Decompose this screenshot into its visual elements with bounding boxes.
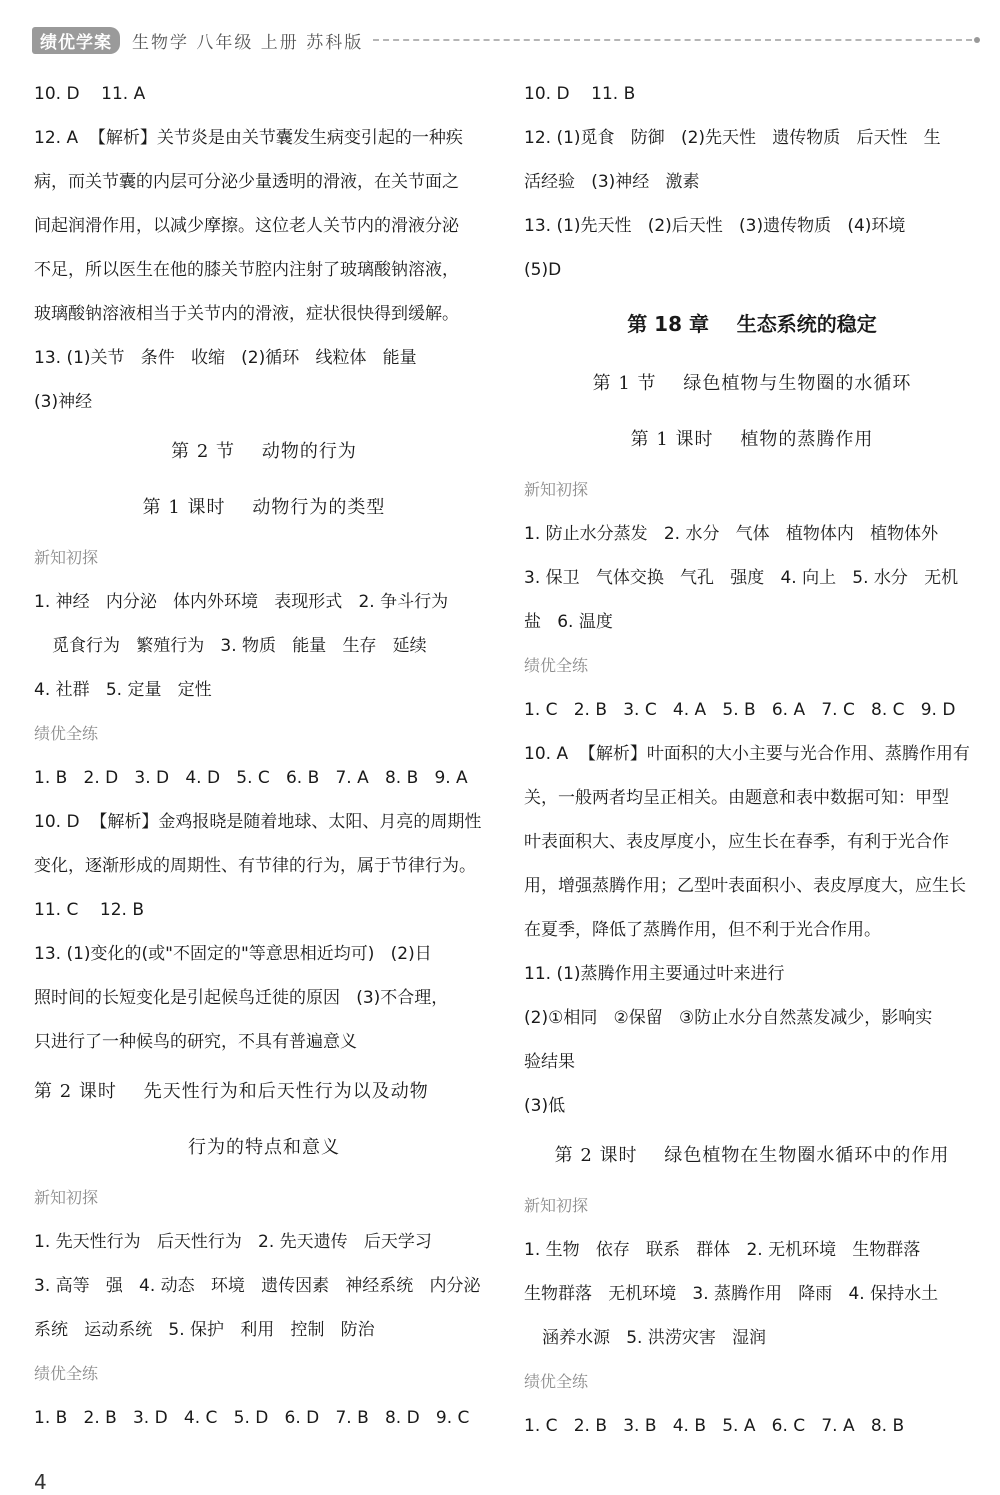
page-header [32, 26, 980, 54]
answer-line: 照时间的长短变化是引起候鸟迁徙的原因 (3)不合理， [34, 988, 449, 1008]
answer-line: 1. B 2. B 3. D 4. C 5. D 6. D 7. B 8. D 9. C [34, 1408, 470, 1428]
answer-line: 玻璃酸钠溶液相当于关节内的滑液，症状很快得到缓解。 [34, 304, 459, 324]
answer-line: 3. 高等 强 4. 动态 环境 遗传因素 神经系统 内分泌 [34, 1276, 481, 1296]
left-column [34, 72, 494, 1440]
subsection-label: 绩优全练 [524, 656, 589, 675]
subsection-label: 绩优全练 [34, 724, 99, 743]
answer-line: 生物群落 无机环境 3. 蒸腾作用 降雨 4. 保持水土 [524, 1284, 939, 1304]
subsection-label: 绩优全练 [524, 1372, 589, 1391]
answer-line: 4. 社群 5. 定量 定性 [34, 680, 212, 700]
answer-line: 10. A 【解析】叶面积的大小主要与光合作用、蒸腾作用有 [524, 744, 970, 764]
answer-line: 间起润滑作用，以减少摩擦。这位老人关节内的滑液分泌 [34, 216, 459, 236]
answer-line: 1. C 2. B 3. C 4. A 5. B 6. A 7. C 8. C 9. D [524, 700, 956, 720]
subsection-label: 绩优全练 [34, 1364, 99, 1383]
answer-line: 3. 保卫 气体交换 气孔 强度 4. 向上 5. 水分 无机 [524, 568, 959, 588]
answer-line: 11. C 12. B [34, 900, 145, 920]
answer-line: 1. B 2. D 3. D 4. D 5. C 6. B 7. A 8. B 9. A [34, 768, 468, 788]
answer-line: 验结果 [524, 1052, 575, 1072]
answer-line: (5)D [524, 260, 562, 280]
answer-line: 活经验 (3)神经 激素 [524, 172, 700, 192]
section-title: 第 1 课时 动物行为的类型 [142, 497, 386, 518]
section-title: 第 2 课时 绿色植物在生物圈水循环中的作用 [554, 1145, 950, 1166]
answer-line: 觅食行为 繁殖行为 3. 物质 能量 生存 延续 [52, 636, 427, 656]
section-title: 第 1 课时 植物的蒸腾作用 [630, 429, 874, 450]
answer-line: 涵养水源 5. 洪涝灾害 湿润 [542, 1328, 767, 1348]
answer-line: 1. C 2. B 3. B 4. B 5. A 6. C 7. A 8. B [524, 1416, 905, 1436]
answer-line: 13. (1)关节 条件 收缩 (2)循环 线粒体 能量 [34, 348, 417, 368]
subsection-label: 新知初探 [34, 548, 99, 567]
section-title: 行为的特点和意义 [188, 1137, 340, 1158]
answer-line: 盐 6. 温度 [524, 612, 613, 632]
subject-label: 生物学 八年级 上册 苏科版 [132, 32, 364, 53]
answer-line: 11. (1)蒸腾作用主要通过叶来进行 [524, 964, 785, 984]
answer-line: 1. 生物 依存 联系 群体 2. 无机环境 生物群落 [524, 1240, 921, 1260]
brand-label: 绩优学案 [32, 27, 120, 54]
answer-line: (3)神经 [34, 392, 93, 412]
answer-line: 10. D 【解析】金鸡报晓是随着地球、太阳、月亮的周期性 [34, 812, 482, 832]
answer-line: 10. D 11. A [34, 84, 146, 104]
answer-line: 不足，所以医生在他的膝关节腔内注射了玻璃酸钠溶液， [34, 260, 459, 280]
answer-line: 系统 运动系统 5. 保护 利用 控制 防治 [34, 1320, 375, 1340]
header-divider [373, 39, 972, 41]
answer-line: 1. 先天性行为 后天性行为 2. 先天遗传 后天学习 [34, 1232, 432, 1252]
answer-line: 用，增强蒸腾作用；乙型叶表面积小、表皮厚度大，应生长 [524, 876, 966, 896]
answer-line: 12. (1)觅食 防御 (2)先天性 遗传物质 后天性 生 [524, 128, 941, 148]
answer-line: 12. A 【解析】关节炎是由关节囊发生病变引起的一种疾 [34, 128, 463, 148]
subsection-label: 新知初探 [524, 480, 589, 499]
section-title: 第 1 节 绿色植物与生物圈的水循环 [592, 373, 912, 394]
answer-line: 13. (1)先天性 (2)后天性 (3)遗传物质 (4)环境 [524, 216, 906, 236]
answer-line: 1. 防止水分蒸发 2. 水分 气体 植物体内 植物体外 [524, 524, 939, 544]
answer-line: (3)低 [524, 1096, 566, 1116]
header-dot-icon [974, 37, 980, 43]
section-title: 第 2 课时 先天性行为和后天性行为以及动物 [34, 1081, 429, 1102]
answer-line: (2)①相同 ②保留 ③防止水分自然蒸发减少，影响实 [524, 1008, 933, 1028]
answer-line: 在夏季，降低了蒸腾作用，但不利于光合作用。 [524, 920, 881, 940]
answer-line: 病，而关节囊的内层可分泌少量透明的滑液，在关节面之 [34, 172, 459, 192]
answer-line: 变化，逐渐形成的周期性、有节律的行为，属于节律行为。 [34, 856, 476, 876]
answer-line: 13. (1)变化的(或"不固定的"等意思相近均可) (2)日 [34, 944, 432, 964]
answer-line: 只进行了一种候鸟的研究，不具有普遍意义 [34, 1032, 357, 1052]
subsection-label: 新知初探 [524, 1196, 589, 1215]
answer-line: 叶表面积大、表皮厚度小，应生长在春季，有利于光合作 [524, 832, 949, 852]
page-number: 4 [34, 1470, 47, 1494]
right-column [524, 72, 980, 1448]
chapter-title: 第 18 章 生态系统的稳定 [627, 312, 877, 336]
answer-line: 1. 神经 内分泌 体内外环境 表现形式 2. 争斗行为 [34, 592, 449, 612]
answer-line: 关，一般两者均呈正相关。由题意和表中数据可知：甲型 [524, 788, 949, 808]
section-title: 第 2 节 动物的行为 [171, 441, 357, 462]
answer-line: 10. D 11. B [524, 84, 636, 104]
subsection-label: 新知初探 [34, 1188, 99, 1207]
